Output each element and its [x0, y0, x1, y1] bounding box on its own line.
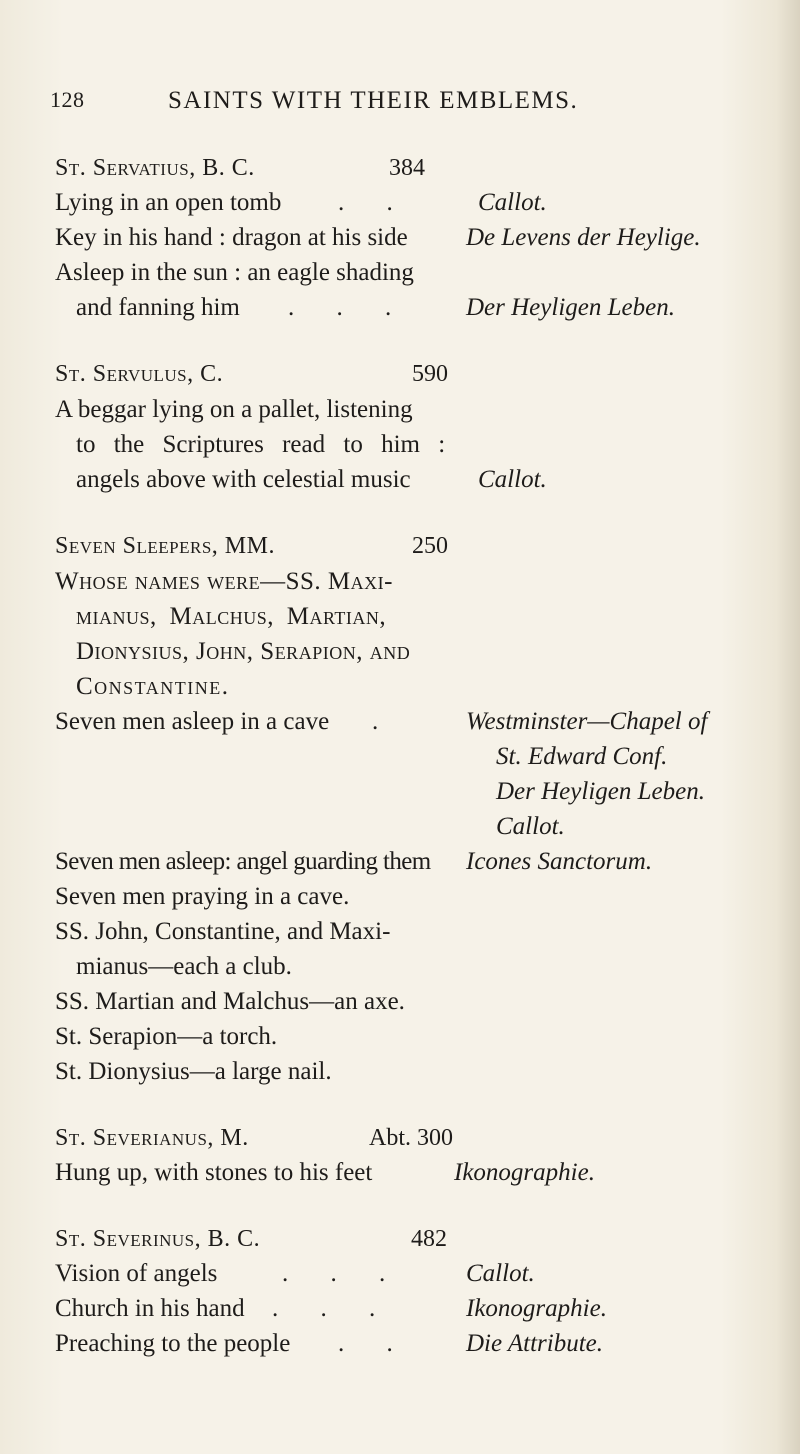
leader-dots: . . .	[288, 294, 410, 321]
source-reference: Callot.	[478, 466, 547, 493]
leader-dots: . . .	[282, 1260, 404, 1287]
emblem-line: Preaching to the people	[55, 1330, 291, 1357]
source-reference: Die Attribute.	[466, 1330, 604, 1357]
names-line: Dionysius, John, Serapion, and	[76, 638, 411, 665]
page-number: 128	[50, 87, 85, 112]
emblem-line: Vision of angels	[55, 1260, 218, 1287]
leader-dots: .	[372, 708, 397, 735]
emblem-line: St. Serapion—a torch.	[55, 1023, 278, 1050]
names-line: Constantine.	[76, 673, 230, 700]
entry-heading-servatius: St. Servatius, B. C.	[55, 155, 255, 181]
source-reference: Callot.	[496, 813, 565, 840]
entry-date: 384	[389, 155, 425, 181]
entry-heading-seven-sleepers: Seven Sleepers, MM.	[55, 533, 275, 559]
leader-dots: . .	[338, 1330, 411, 1357]
emblem-line: mianus—each a club.	[76, 953, 292, 980]
emblem-line: Asleep in the sun : an eagle shading	[55, 259, 414, 286]
entry-date: 590	[412, 361, 448, 387]
leader-dots: . .	[338, 189, 411, 216]
entry-heading-severinus: St. Severinus, B. C.	[55, 1226, 261, 1252]
emblem-line: SS. John, Constantine, and Maxi-	[55, 918, 391, 945]
entry-date: Abt. 300	[369, 1125, 453, 1151]
emblem-line: Lying in an open tomb	[55, 189, 282, 216]
source-reference: Callot.	[466, 1260, 535, 1287]
emblem-line: St. Dionysius—a large nail.	[55, 1058, 332, 1085]
emblem-line: to the Scriptures read to him :	[76, 431, 446, 458]
names-line: mianus, Malchus, Martian,	[76, 603, 387, 630]
entry-date: 482	[411, 1226, 447, 1252]
emblem-line: Key in his hand : dragon at his side	[55, 224, 408, 251]
emblem-line: SS. Martian and Malchus—an axe.	[55, 988, 405, 1015]
source-reference: Callot.	[478, 189, 547, 216]
emblem-line: Church in his hand	[55, 1295, 245, 1322]
emblem-line: angels above with celestial music	[76, 466, 411, 493]
source-reference: De Levens der Heylige.	[466, 224, 701, 251]
source-reference: Ikonographie.	[454, 1159, 595, 1186]
emblem-line: Seven men asleep in a cave	[55, 708, 330, 735]
entry-heading-servulus: St. Servulus, C.	[55, 361, 224, 387]
entry-heading-severianus: St. Severianus, M.	[55, 1125, 249, 1151]
leader-dots: . . .	[272, 1295, 394, 1322]
names-line: Whose names were—SS. Maxi-	[55, 568, 393, 595]
entry-date: 250	[412, 533, 448, 559]
emblem-line: A beggar lying on a pallet, listening	[55, 396, 413, 423]
emblem-line: Seven men praying in a cave.	[55, 883, 350, 910]
emblem-line: Seven men asleep: angel guarding them	[55, 848, 431, 875]
running-title: SAINTS WITH THEIR EMBLEMS.	[168, 87, 579, 114]
source-reference: Icones Sanctorum.	[466, 848, 653, 875]
source-reference: Westminster—Chapel of	[466, 708, 708, 735]
source-reference: St. Edward Conf.	[496, 743, 668, 770]
emblem-line: Hung up, with stones to his feet	[55, 1159, 373, 1186]
emblem-line: and fanning him	[76, 294, 240, 321]
source-reference: Der Heyligen Leben.	[466, 294, 675, 321]
source-reference: Der Heyligen Leben.	[496, 778, 705, 805]
source-reference: Ikonographie.	[466, 1295, 607, 1322]
